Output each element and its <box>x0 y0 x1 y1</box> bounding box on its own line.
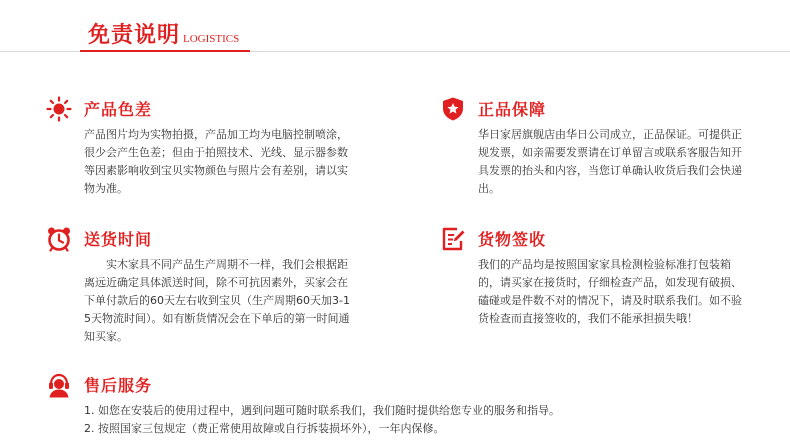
customer-service-icon <box>46 372 72 398</box>
list-item: 2. 按照国家三包规定（费正常使用故障或自行拆装损坏外），一年内保修。 <box>84 422 445 435</box>
page-subtitle: LOGISTICS <box>183 33 240 45</box>
section-title: 送货时间 <box>84 230 153 249</box>
section-title: 售后服务 <box>84 376 153 395</box>
section-body <box>478 126 748 198</box>
section-title: 正品保障 <box>478 100 547 119</box>
section-text: 我们的产品均是按照国家家具检测检验标准打包装箱的，请买家在接货时，仔细检查产品，如发现有破损、磕碰或是件数不对的情况下，请及时联系我们。如不验货检查而直接签收的，我们不能承担损失哦！ <box>478 258 742 325</box>
section-body <box>478 256 748 328</box>
section-text: 华日家居旗舰店由华日公司成立，正品保证。可提供正规发票，如亲需要发票请在订单留言或联系客服告知开具发票的抬头和内容，当您订单确认收货后我们会快递出。 <box>478 128 742 195</box>
page-title: 免责说明 <box>88 22 181 48</box>
section-title: 产品色差 <box>84 100 153 119</box>
page-header <box>88 18 239 48</box>
section-body <box>84 402 764 438</box>
section-title: 货物签收 <box>478 230 547 249</box>
sun-icon <box>46 96 72 122</box>
sign-document-icon <box>440 226 466 252</box>
header-accent-bar <box>80 50 250 52</box>
section-text: 实木家具不同产品生产周期不一样，我们会根据距离远近确定具体派送时间，除不可抗因素外，买家会在下单付款后的60天左右收到宝贝（生产周期60天加3-15天物流时间）。如有断货情况会在下单后的第一时间通知买家。 <box>84 258 350 343</box>
section-body <box>84 126 354 198</box>
section-text: 产品图片均为实物拍摄，产品加工均为电脑控制喷涂，很少会产生色差；但由于拍照技术、光线、显示器参数等因素影响收到宝贝实物颜色与照片会有差别，请以实物为准。 <box>84 128 348 195</box>
list-item: 1. 如您在安装后的使用过程中，遇到问题可随时联系我们，我们随时提供给您专业的服务和指导。 <box>84 404 560 417</box>
alarm-clock-icon <box>46 226 72 252</box>
section-body <box>84 256 354 346</box>
star-shield-icon <box>440 96 466 122</box>
